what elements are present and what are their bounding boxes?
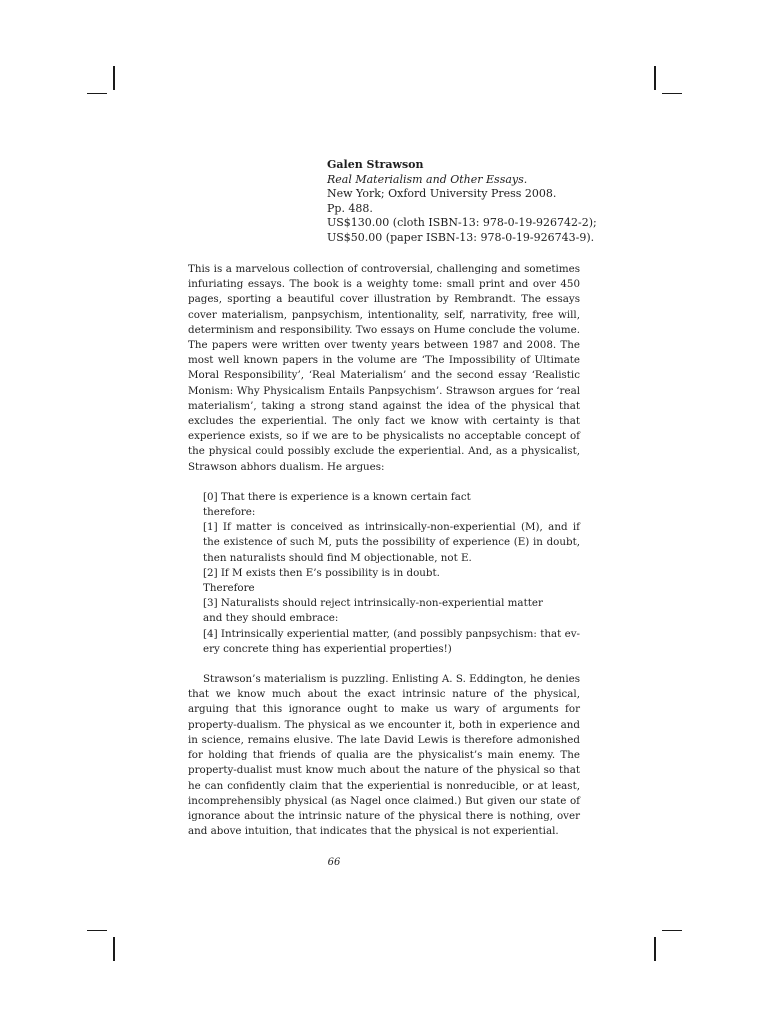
crop-mark-top-right-horizontal bbox=[662, 93, 682, 94]
paragraph-2: Strawson’s materialism is puzzling. Enlisting A. S. Eddington, he denies that we know much about the exact intrinsic nature of the physical, arguing that this ignorance ought to make us wary of arguments for property-dualism. The physical as we encounter it, both in experience and in science, remains elusive. The late David Lewis is therefore admonished for holding that friends of qualia are the physicalist’s main enemy. The property-dualist must know much about the nature of the physical so that he can confidently claim that the experiential is nonreducible, or at least, incomprehensibly physical (as Nagel once claimed.) But given our state of ignorance about the intrinsic nature of the physical there is nothing, over and above intuition, that indicates that the physical is not experiential. bbox=[188, 673, 580, 838]
argument-line-1: therefore: bbox=[203, 506, 256, 519]
paragraph-1: This is a marvelous collection of controversial, challenging and sometimes infuriating essays. The book is a weighty tome: small print and over 450 pages, sporting a beautiful cover illustration by Rembrandt. The essays cover materialism, panpsychism, intentionality, self, narrativity, free will, determinism and responsibility. Two essays on Hume conclude the volume. The papers were written over twenty years between 1987 and 2008. The most well known papers in the volume are ‘The Impossibility of Ultimate Moral Responsibility’, ‘Real Materialism’ and the second essay ‘Realistic Monism: Why Physicalism Entails Panpsychism’. Strawson argues for ‘real materialism’, taking a strong stand against the idea of the physical that excludes the experiential. The only fact we know with certainty is that experience exists, so if we are to be physicalists no acceptable concept of the physical could possibly exclude the experiential. And, as a physicalist, Strawson abhors dualism. He argues: bbox=[188, 263, 580, 473]
crop-mark-bottom-right-horizontal bbox=[662, 930, 682, 931]
book-author: Galen Strawson bbox=[327, 158, 424, 171]
book-title: Real Materialism and Other Essays. bbox=[327, 172, 528, 186]
argument-list bbox=[203, 490, 580, 657]
crop-mark-top-left-vertical bbox=[113, 66, 115, 90]
crop-mark-top-right-vertical bbox=[654, 66, 656, 90]
publisher-line: New York; Oxford University Press 2008. bbox=[327, 187, 557, 201]
argument-line-3: [2] If M exists then E’s possibility is in doubt. bbox=[203, 566, 440, 579]
argument-line-6: and they should embrace: bbox=[203, 612, 339, 625]
argument-line-2: [1] If matter is conceived as intrinsically-non-experiential (M), and if the existence of such M, puts the possibility of experience (E) in doubt, then naturalists should find M objectionable, not E. bbox=[203, 521, 580, 564]
crop-mark-bottom-right-vertical bbox=[654, 937, 656, 961]
argument-line-0: [0] That there is experience is a known certain fact bbox=[203, 490, 471, 503]
argument-line-5: [3] Naturalists should reject intrinsically-non-experiential matter bbox=[203, 597, 543, 610]
argument-line-4: Therefore bbox=[203, 582, 255, 595]
page-number-row bbox=[0, 857, 768, 868]
crop-mark-top-left-horizontal bbox=[87, 93, 107, 94]
cloth-price: US$130.00 (cloth ISBN-13: 978-0-19-926742-2); bbox=[327, 216, 597, 230]
crop-mark-bottom-left-horizontal bbox=[87, 930, 107, 931]
argument-line-7: [4] Intrinsically experiential matter, (and possibly panpsychism: that every concrete thing has experiential properties!) bbox=[203, 627, 580, 655]
review-body bbox=[188, 262, 580, 839]
page-number: 66 bbox=[327, 857, 341, 868]
paper-price: US$50.00 (paper ISBN-13: 978-0-19-926743-9). bbox=[327, 230, 595, 244]
page-count: Pp. 488. bbox=[327, 201, 373, 215]
crop-mark-bottom-left-vertical bbox=[113, 937, 115, 961]
review-header bbox=[327, 158, 657, 246]
